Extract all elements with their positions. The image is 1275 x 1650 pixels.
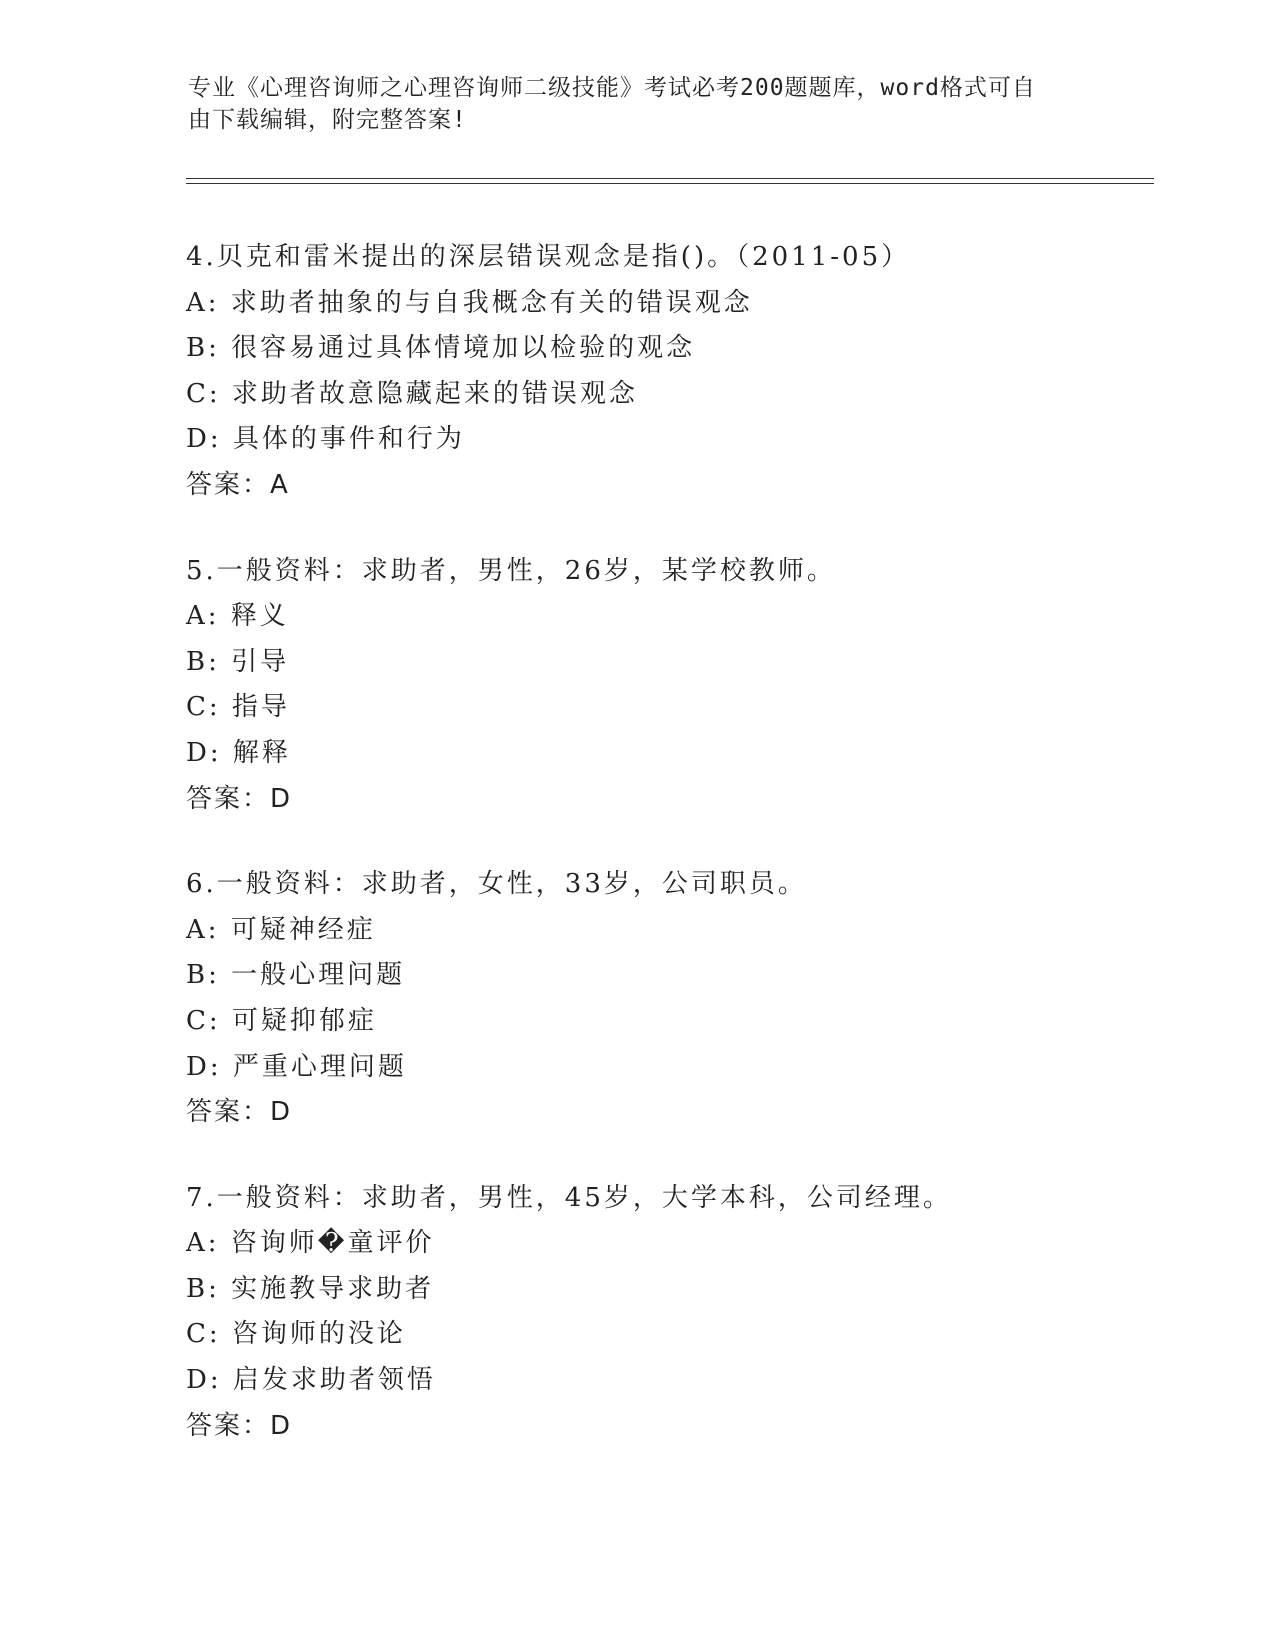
answer-line: 答案：A: [186, 469, 290, 500]
question-list: [186, 235, 1146, 1489]
option-a: A: 咨询师�童评价: [186, 1228, 435, 1259]
header-title-line-2: 由下载编辑，附完整答案!: [188, 107, 467, 133]
option-b: B: 很容易通过具体情境加以检验的观念: [186, 333, 696, 364]
question-item: [186, 862, 1146, 1136]
answer-line: 答案：D: [186, 783, 293, 814]
option-a: A: 释义: [186, 601, 289, 632]
header-divider-top: [186, 178, 1154, 179]
option-c: C: 求助者故意隐藏起来的错误观念: [186, 378, 638, 409]
question-item: [186, 235, 1146, 509]
option-c: C: 咨询师的没论: [186, 1319, 406, 1350]
header-divider-bottom: [186, 183, 1154, 184]
question-stem: 6.一般资料：求助者，女性，33岁，公司职员。: [186, 869, 807, 900]
option-b: B: 一般心理问题: [186, 960, 406, 991]
answer-line: 答案：D: [186, 1410, 293, 1441]
option-c: C: 可疑抑郁症: [186, 1005, 377, 1036]
document-header: [188, 72, 1068, 136]
option-d: D: 严重心理问题: [186, 1051, 407, 1082]
question-item: [186, 1176, 1146, 1450]
answer-line: 答案：D: [186, 1097, 293, 1128]
option-d: D: 解释: [186, 737, 291, 768]
option-d: D: 具体的事件和行为: [186, 424, 465, 455]
question-stem: 5.一般资料：求助者，男性，26岁，某学校教师。: [186, 555, 836, 586]
option-a: A: 可疑神经症: [186, 914, 376, 945]
option-d: D: 启发求助者领悟: [186, 1365, 436, 1396]
option-b: B: 引导: [186, 646, 290, 677]
question-item: [186, 549, 1146, 823]
option-a: A: 求助者抽象的与自我概念有关的错误观念: [186, 287, 753, 318]
question-stem: 7.一般资料：求助者，男性，45岁，大学本科，公司经理。: [186, 1182, 952, 1213]
header-title-line-1: 专业《心理咨询师之心理咨询师二级技能》考试必考200题题库，word格式可自: [188, 75, 1036, 101]
option-b: B: 实施教导求助者: [186, 1273, 435, 1304]
question-stem: 4.贝克和雷米提出的深层错误观念是指()。（2011-05）: [186, 242, 911, 272]
option-c: C: 指导: [186, 692, 290, 723]
